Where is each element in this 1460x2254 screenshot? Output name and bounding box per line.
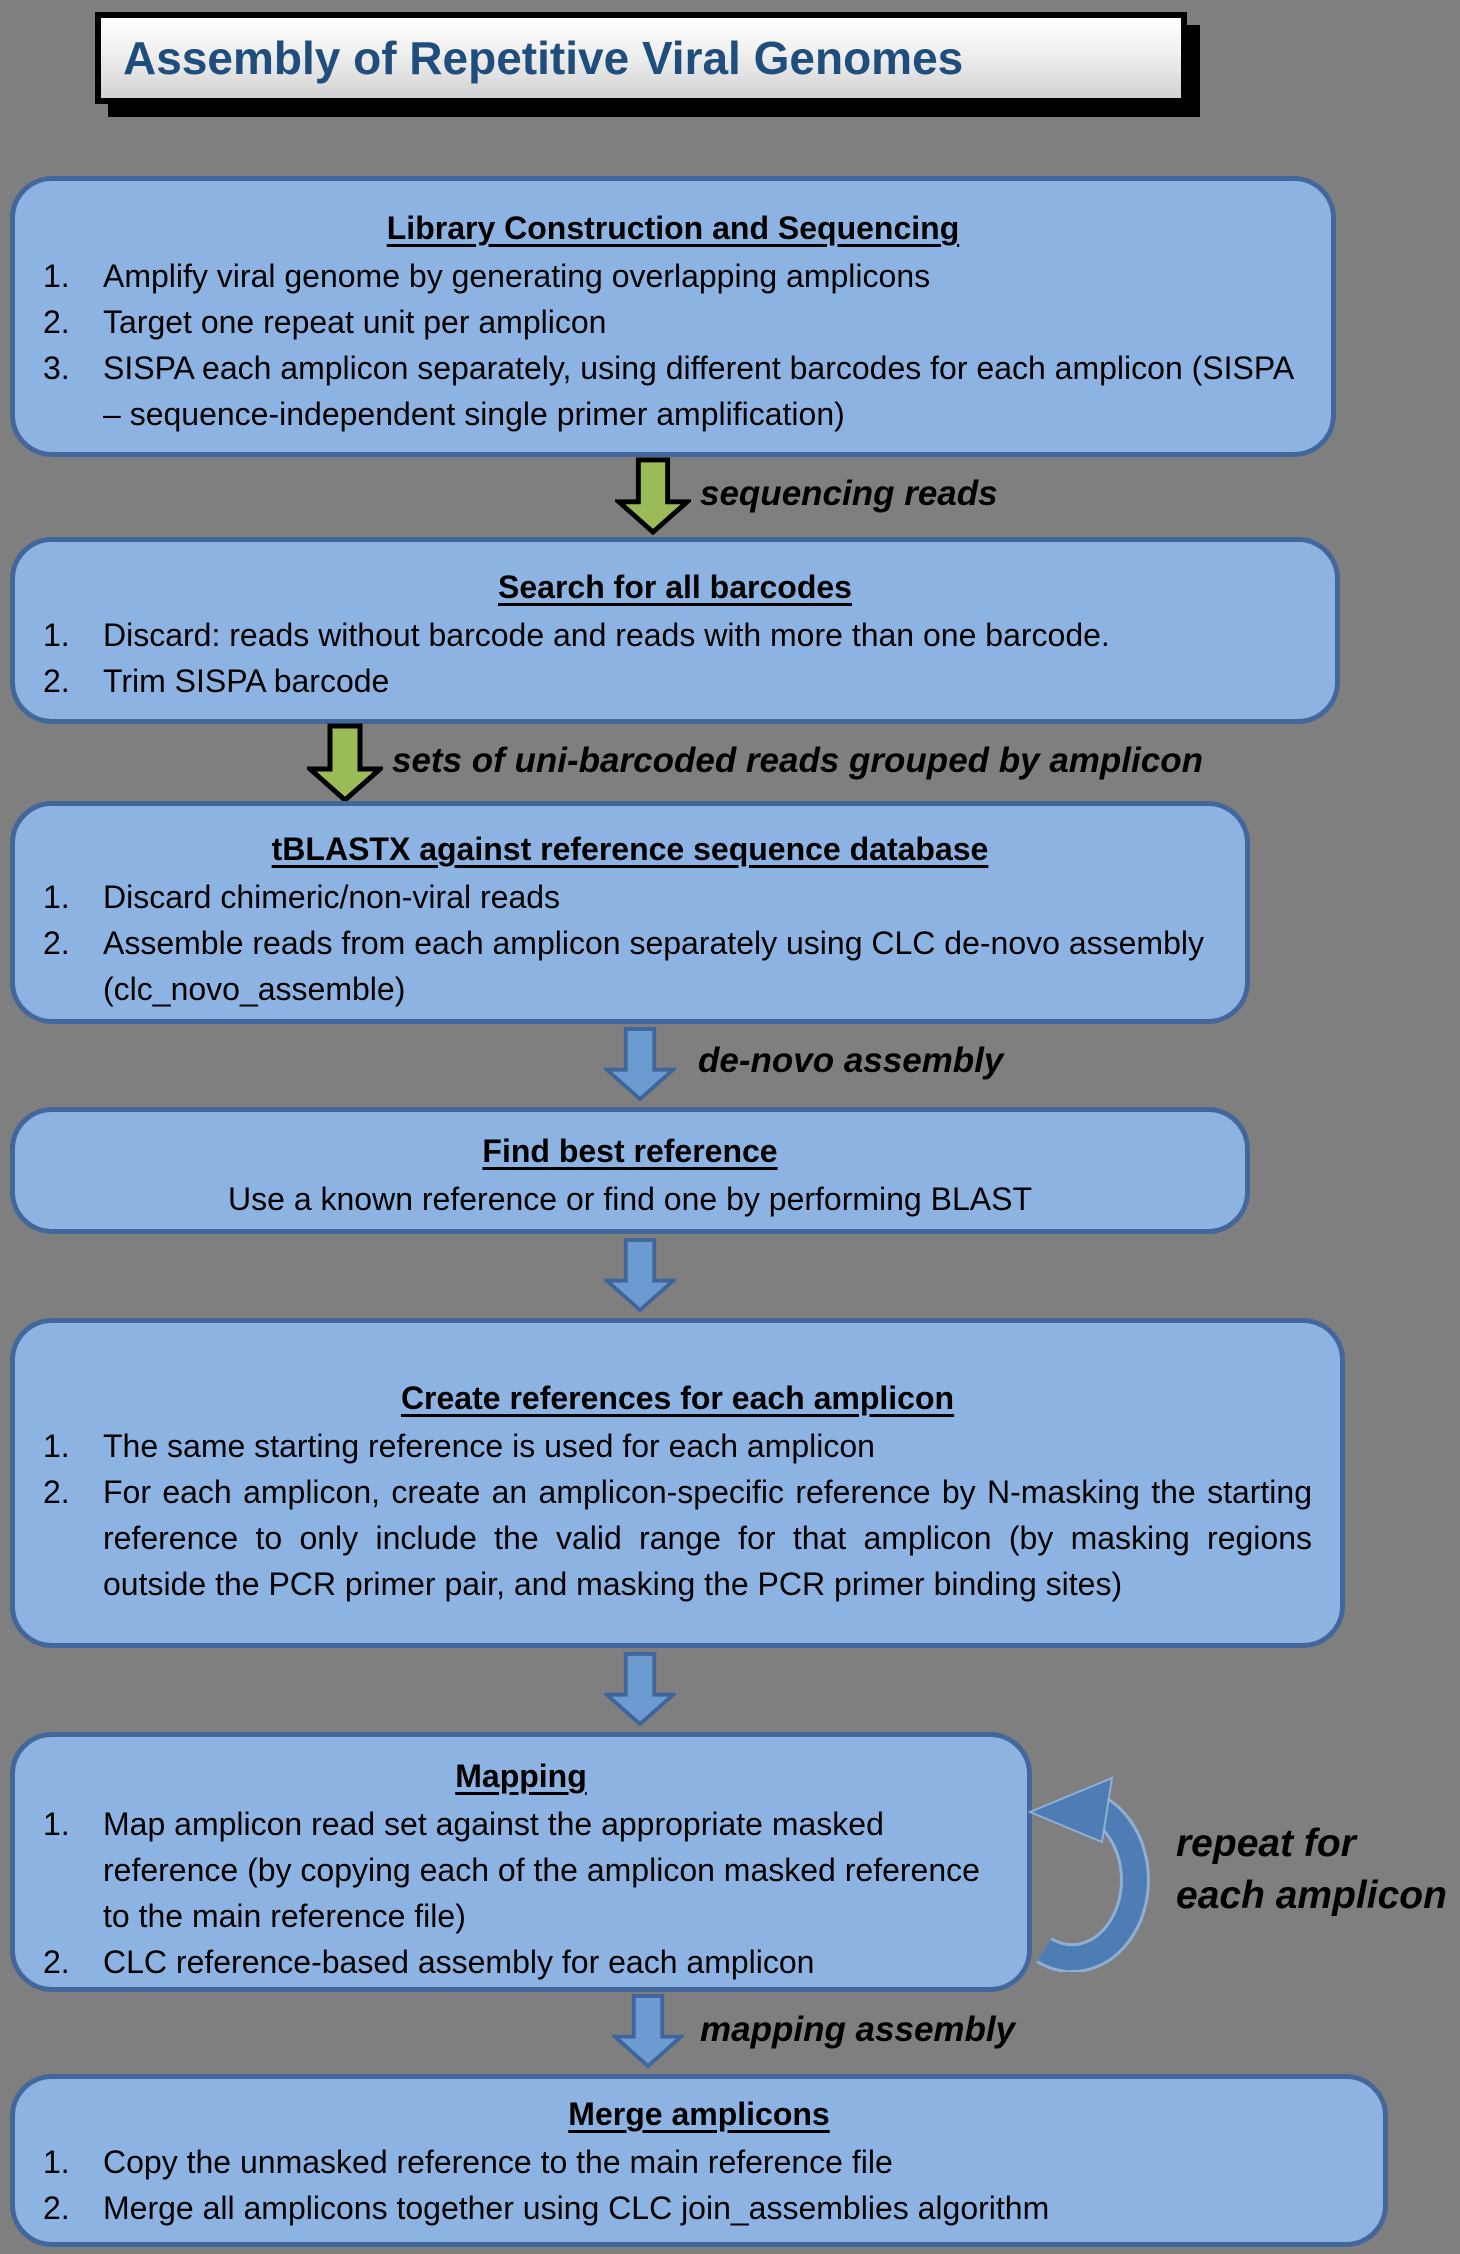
list-item-text: Merge all amplicons together using CLC join_assemblies algorithm	[103, 2190, 1050, 2226]
list-item-number: 2.	[43, 2190, 70, 2226]
arrow-label-repeat-for-each-amplicon	[1176, 1818, 1447, 1922]
list-item	[43, 2139, 1355, 2185]
flow-box-mapping	[10, 1732, 1032, 1992]
arrow-label-denovo-assembly: de-novo assembly	[698, 1041, 1004, 1080]
box-list	[43, 1423, 1312, 1607]
list-item-text: Map amplicon read set against the appropriate masked reference (by copying each of the amplicon masked reference to the main reference file)	[103, 1806, 980, 1934]
green-down-arrow-icon	[307, 723, 383, 803]
flow-box-merge-amplicons	[10, 2074, 1388, 2247]
list-item-text: Amplify viral genome by generating overlapping amplicons	[103, 258, 931, 294]
list-item-text: Assemble reads from each amplicon separately using CLC de-novo assembly (clc_novo_assemble)	[103, 925, 1204, 1007]
list-item-number: 2.	[43, 663, 70, 699]
box-body: Use a known reference or find one by performing BLAST	[228, 1181, 1032, 1217]
list-item	[43, 253, 1303, 299]
flow-box-search-barcodes	[10, 537, 1340, 724]
list-item-number: 1.	[43, 258, 70, 294]
repeat-loop-arrow-icon	[1022, 1772, 1172, 1972]
list-item	[43, 1469, 1312, 1607]
list-item-number: 2.	[43, 925, 70, 961]
list-item	[43, 920, 1217, 1012]
box-list	[43, 874, 1217, 1012]
flow-box-create-references	[10, 1318, 1345, 1648]
flow-box-library-construction	[10, 176, 1336, 457]
box-title: Merge amplicons	[568, 2096, 830, 2132]
list-item-number: 2.	[43, 1944, 70, 1980]
list-item-number: 1.	[43, 2144, 70, 2180]
box-list	[43, 1801, 999, 1985]
repeat-label-line2: each amplicon	[1176, 1874, 1447, 1917]
blue-down-arrow-icon	[604, 1648, 676, 1730]
box-title: Mapping	[455, 1758, 587, 1794]
list-item	[43, 299, 1303, 345]
diagram-title: Assembly of Repetitive Viral Genomes	[123, 32, 964, 84]
box-list	[43, 2139, 1355, 2231]
repeat-label-line1: repeat for	[1176, 1822, 1356, 1865]
list-item	[43, 1801, 999, 1939]
list-item-number: 1.	[43, 1428, 70, 1464]
blue-down-arrow-icon	[604, 1234, 676, 1316]
list-item	[43, 1939, 999, 1985]
list-item-text: Target one repeat unit per amplicon	[103, 304, 607, 340]
list-item-number: 1.	[43, 617, 70, 653]
list-item	[43, 2185, 1355, 2231]
blue-down-arrow-icon	[604, 1022, 676, 1106]
list-item-text: Discard chimeric/non-viral reads	[103, 879, 561, 915]
flow-box-tblastx	[10, 801, 1250, 1024]
box-list	[43, 253, 1303, 437]
green-down-arrow-icon	[615, 457, 691, 535]
list-item-number: 1.	[43, 1806, 70, 1842]
box-title: Find best reference	[482, 1133, 778, 1169]
list-item	[43, 612, 1307, 658]
list-item-text: Trim SISPA barcode	[103, 663, 390, 699]
box-list	[43, 612, 1307, 704]
box-title: Search for all barcodes	[498, 569, 852, 605]
list-item	[43, 874, 1217, 920]
box-title: Library Construction and Sequencing	[386, 210, 960, 246]
list-item	[43, 1423, 1312, 1469]
list-item-number: 1.	[43, 879, 70, 915]
list-item-text: The same starting reference is used for each amplicon	[103, 1428, 875, 1464]
list-item	[43, 658, 1307, 704]
list-item-text: SISPA each amplicon separately, using different barcodes for each amplicon (SISPA – sequence-independent single primer amplification)	[103, 350, 1293, 432]
flow-box-find-best-reference	[10, 1107, 1250, 1234]
blue-down-arrow-icon	[612, 1990, 684, 2072]
arrow-label-sequencing-reads: sequencing reads	[700, 474, 998, 513]
list-item-number: 2.	[43, 1474, 70, 1510]
list-item-number: 2.	[43, 304, 70, 340]
list-item-text: Copy the unmasked reference to the main reference file	[103, 2144, 893, 2180]
list-item-number: 3.	[43, 350, 70, 386]
list-item	[43, 345, 1303, 437]
arrow-label-mapping-assembly: mapping assembly	[700, 2010, 1016, 2049]
arrow-label-uni-barcoded-sets: sets of uni-barcoded reads grouped by amplicon	[392, 741, 1203, 780]
list-item-text: For each amplicon, create an amplicon-specific reference by N-masking the starting reference to only include the valid range for that amplicon (by masking regions outside the PCR primer pair, and masking the PCR primer binding sites)	[103, 1474, 1312, 1602]
box-title: Create references for each amplicon	[400, 1380, 955, 1416]
box-title: tBLASTX against reference sequence database	[271, 831, 989, 867]
list-item-text: Discard: reads without barcode and reads with more than one barcode.	[103, 617, 1110, 653]
diagram-title-box	[95, 12, 1187, 104]
list-item-text: CLC reference-based assembly for each amplicon	[103, 1944, 815, 1980]
